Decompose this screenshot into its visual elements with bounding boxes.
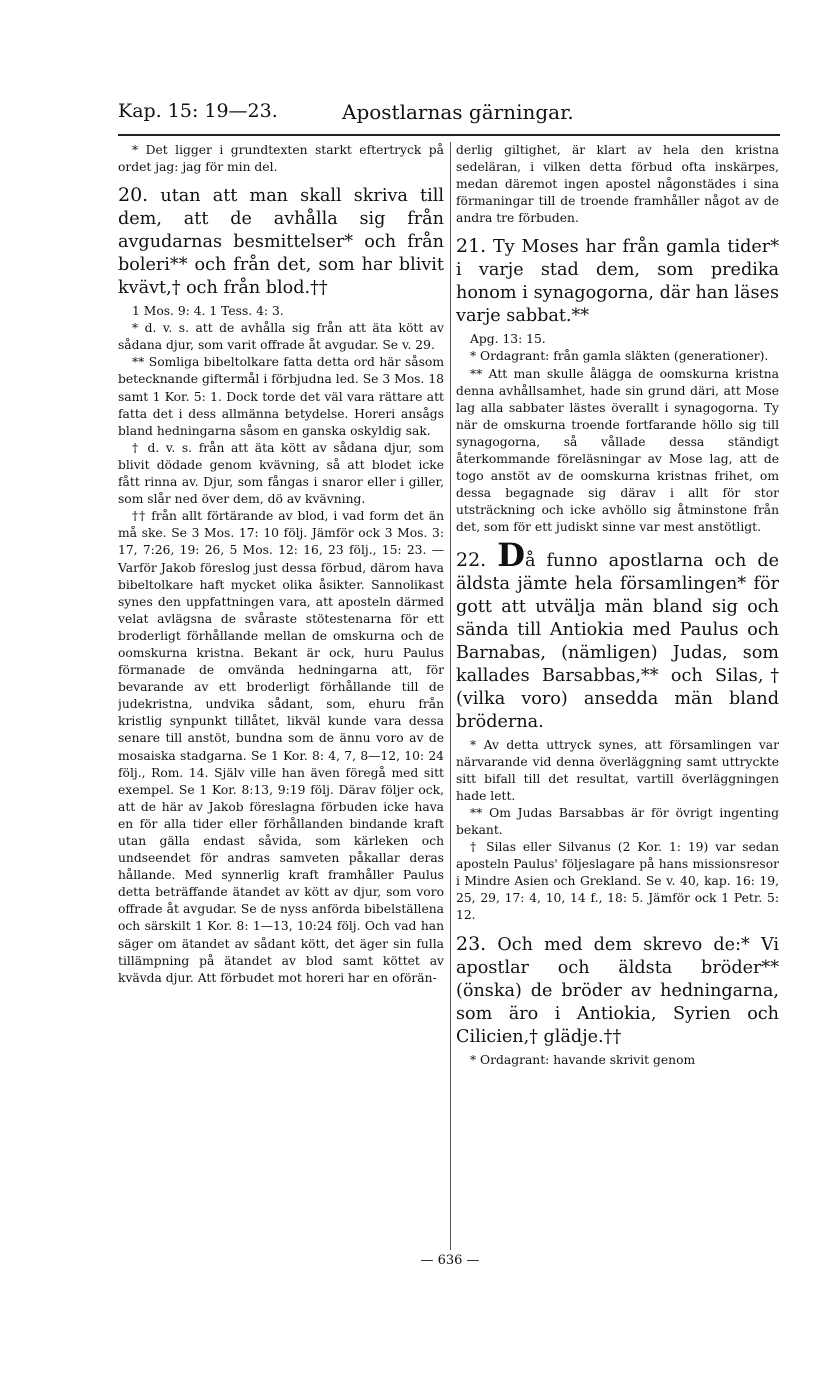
footnote-continuation: derlig giltighet, är klart av hela den kristna sedeläran, i vilken detta förbud ofta inskärpes, medan däremot ingen apostel någonstädes i sina förmaningar till de troende framhåller något av de andra tre förbuden. [456,143,779,226]
verse-text: å funno apostlarna och de äldsta jämte hela församlingen* för gott att utvälja män bland sig och sända till Antiokia med Paulus och Barnabas, (nämligen) Judas, som kallades Barsabbas,** och Silas,† (vilka voro) ansedda män bland bröderna. [456,550,779,732]
footnote-double-dagger: †† från allt förtärande av blod, i vad form det än må ske. Se 3 Mos. 17: 10 följ. Jämför ock 3 Mos. 3: 17, 7:26, 19: 26, 5 Mos. 12: 16, 23 följ., 15: 23. — Varför Jakob föreslog just dessa förbud, därom hava bibeltolkare haft mycket olika åsikter. Sannolikast synes den uppfattningen vara, att aposteln därmed velat avlägsna de svåraste stötestenarna för ett broderligt förhållande mellan de omskurna och de oomskurna kristna. Bekant är ock, huru Paulus förmanade de omvända hedningarna att, för bevarande av ett broderligt förhållande till de judekristna, undvika sådant, som, ehuru från kristlig synpunkt tillåtet, likväl kunde vara dessa senare till anstöt, bundna som de ännu voro av de mosaiska stadgarna. Se 1 Kor. 8: 4, 7, 8—12, 10: 24 följ., Rom. 14. Själv ville han även föregå med sitt exempel. Se 1 Kor. 8:13, 9:19 följ. Därav följer ock, att de här av Jakob föreslagna förbuden icke hava en för alla tider eller förhållanden bindande kraft utan gälla endast såvida, som kärleken och undseendet för andras samveten påkallar deras hållande. Med synnerlig kraft framhåller Paulus detta beträffande ätandet av kött av djur, som voro offrade åt avgudar. Se de nyss anförda bibelställena och särskilt 1 Kor. 8: 1—13, 10:24 följ. Och vad han säger om ätandet av sådant kött, det äger sin fulla tillämpning på ätandet av blod samt köttet av kvävda djur. Att förbudet mot horeri har en oförän- [118,509,444,985]
verse-number: 23. [456,932,487,955]
footnote-dagger: † d. v. s. från att äta kött av sådana djur, som blivit dödade genom kvävning, så att blodet icke fått rinna av. Djur, som fångas i snaror eller i giller, som slår ned över dem, dö av kvävning. [118,440,444,507]
verse-text: utan att man skall skriva till dem, att de avhålla sig från avgudarnas besmittelser* och från boleri** och från det, som har blivit kvävt,† och från blod.†† [118,186,444,299]
verse-23 [456,933,779,1049]
verse-20 [118,184,444,300]
verse-text: Och med dem skrevo de:* Vi apostlar och äldsta bröder** (önska) de bröder av hedningarna, som äro i Antiokia, Syrien och Cilicien,† glädje.†† [456,934,779,1047]
footnote-double-star: ** Om Judas Barsabbas är för övrigt ingenting bekant. [456,805,779,837]
footnote-double-star: ** Somliga bibeltolkare fatta detta ord här såsom betecknande giftermål i förbjudna led. Se 3 Mos. 18 samt 1 Kor. 5: 1. Dock torde det väl vara rättare att fatta det i dess allmänna betydelse. Horeri ansågs bland hedningarna såsom en ganska oskyldig sak. [118,355,444,438]
verse-21 [456,235,779,328]
page-number: — 636 — [420,1253,480,1268]
column-divider [450,142,451,1250]
footnote-dagger: † Silas eller Silvanus (2 Kor. 1: 19) var sedan aposteln Paulus' följeslagare på hans missionsresor i Mindre Asien och Grekland. Se v. 40, kap. 16: 19, 25, 29, 17: 4, 10, 14 f., 18: 5. Jämför ock 1 Petr. 5: 12. [456,840,779,923]
right-column [456,142,779,1250]
running-header [118,100,778,132]
verse-number: 21. [456,235,487,258]
chapter-reference: Kap. 15: 19—23. [118,100,278,122]
footnote-star: * Av detta uttryck synes, att församlingen var närvarande vid denna överläggning samt uttryckte sitt bifall till det resultat, vartill överläggningen hade lett. [456,737,779,803]
footnote-top: * Det ligger i grundtexten starkt eftertryck på ordet jag: jag för min del. [118,143,444,175]
drop-capital: D [497,535,526,574]
left-column [118,142,444,1250]
verse-22 [456,535,779,734]
verse-number: 20. [118,184,149,207]
cross-references: Apg. 13: 15. [470,332,546,347]
header-rule [118,134,780,136]
footnote-star: * d. v. s. att de avhålla sig från att äta kött av sådana djur, som varit offrade åt avgudar. Se v. 29. [118,321,444,353]
cross-references: 1 Mos. 9: 4. 1 Tess. 4: 3. [132,304,284,319]
book-title: Apostlarnas gärningar. [342,100,574,124]
verse-text: Ty Moses har från gamla tider* i varje stad dem, som predika honom i synagogorna, där han läses varje sabbat.** [456,237,779,327]
footnote-star: * Ordagrant: havande skrivit genom [470,1052,696,1067]
verse-number: 22. [456,548,487,571]
footnote-star: * Ordagrant: från gamla släkten (generationer). [470,349,769,364]
footnote-double-star: ** Att man skulle ålägga de oomskurna kristna denna avhållsamhet, hade sin grund däri, att Mose lag alla sabbater lästes överallt i synagogorna. Ty när de omskurna troende fortfarande höllo sig till synagogorna, så vållade dessa ständigt återkommande föreläsningar av Mose lag, att de togo anstöt av de oomskurna kristnas frihet, om dessa begagnade sig därav i allt för stor utsträckning och icke avhöllo sig åtminstone från det, som för ett judiskt sinne var mest anstötligt. [456,366,779,535]
